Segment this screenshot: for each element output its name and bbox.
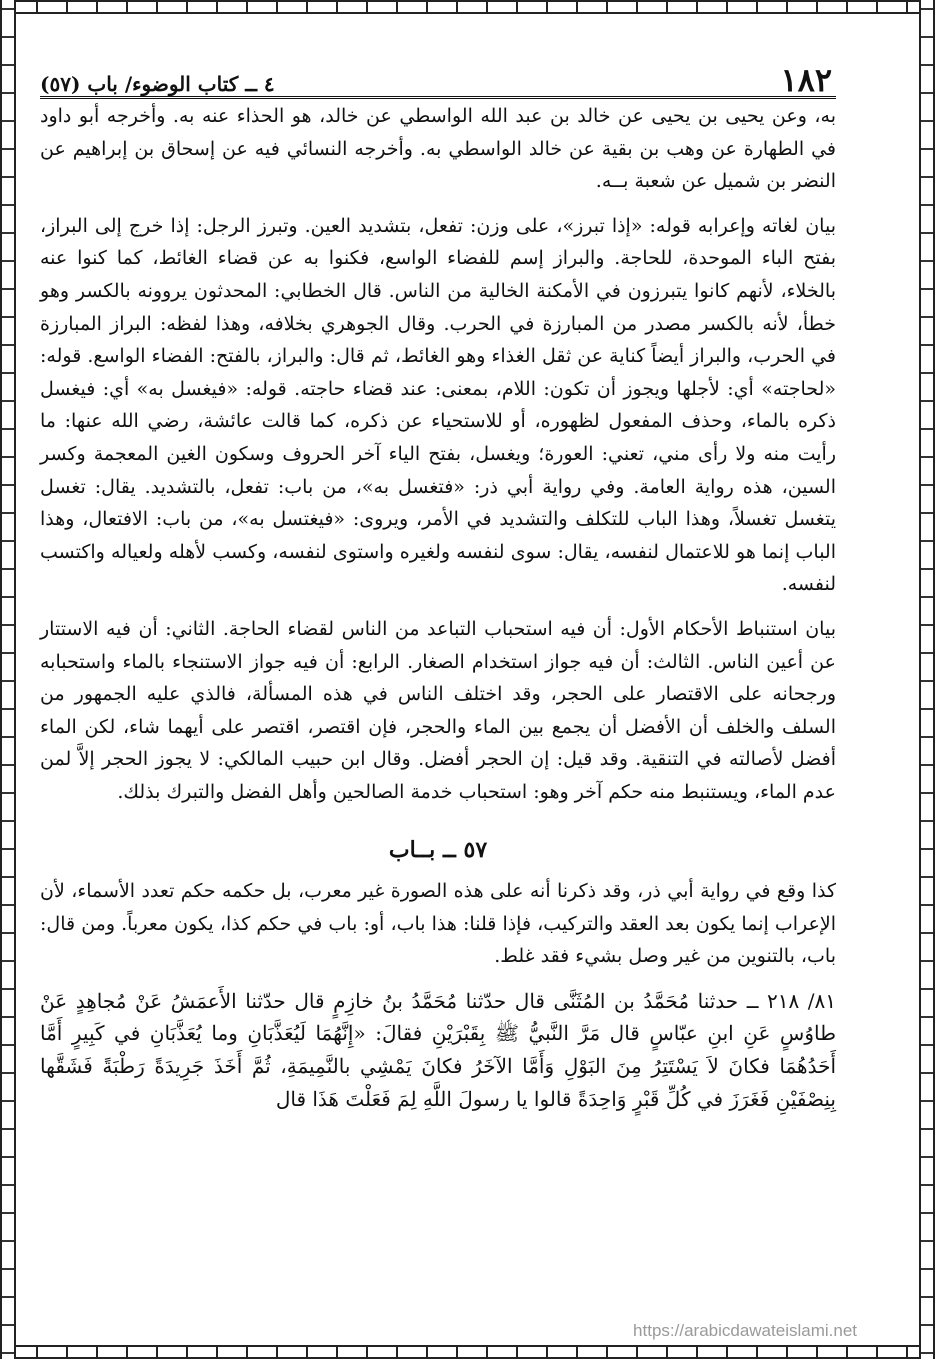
page-border-right [919,0,935,1359]
paragraph-rulings: بيان استنباط الأحكام الأول: أن فيه استحباب التباعد من الناس لقضاء الحاجة. الثاني: أن فيه الاستتار عن أعين الناس. الثالث: أن فيه جواز استخدام الصغار. الرابع: أن فيه جواز الاستنجاء بالماء واستحبابه ورجحانه على الاقتصار على الحجر، وقد اختلف الناس في هذه المسألة، فالذي عليه الجمهور من السلف والخلف أن الأفضل أن يجمع بين الماء والحجر، فإن اقتصر، اقتصر على أيهما شاء، لكن الماء أفضل لأصالته في التنقية. وقد قيل: إن الحجر أفضل. وقال ابن حبيب المالكي: لا يجوز الحجر إلاَّ لمن عدم الماء، ويستنبط منه حكم آخر وهو: استحباب خدمة الصالحين وأهل الفضل والتبرك بذلك. [40,617,836,803]
paragraph-intro: به، وعن يحيى بن يحيى عن خالد بن عبد الله الواسطي عن خالد، هو الحذاء عنه به. وأخرجه أبو داود في الطهارة عن وهب بن بقية عن خالد الواسطي به. وأخرجه النسائي فيه عن إسحاق بن إبراهيم عن النضر بن شميل عن شعبة بــه. [40,105,836,193]
paragraph-gap [40,198,836,210]
chapter-heading: ٥٧ ــ بــاب [388,837,488,864]
page-border-left [0,0,16,1359]
page-body [40,100,836,1115]
watermark-url: https://arabicdawateislami.net [633,1321,857,1340]
paragraph-language: بيان لغاته وإعرابه قوله: «إذا تبرز»، على وزن: تفعل، بتشديد العين. وتبرز الرجل: إذا خرج إلى البراز، بفتح الباء الموحدة، للحاجة. والبراز إسم للفضاء الواسع، فكنوا به عن قضاء الغائط، كما كنوا عنه بالخلاء، لأنهم كانوا يتبرزون في الأمكنة الخالية من الناس. قال الخطابي: المحدثون يروونه بالكسر وهو خطأ، لأنه بالكسر مصدر من المبارزة في الحرب. وقال الجوهري بخلافه، وهذا لفظه: البراز المبارزة في الحرب، والبراز أيضاً كناية عن ثقل الغذاء وهو الغائط، ثم قال: والبراز، بالفتح: الفضاء الواسع. قوله: «لحاجته» أي: لأجلها ويجوز أن تكون: اللام، بمعنى: عند قضاء حاجته. قوله: «فيغسل به» أي: فيغسل ذكره بالماء، وحذف المفعول لظهوره، أو للاستحياء عن ذكره، كما قالت عائشة، رضي الله عنها: ما رأيت منه ولا رأى مني، تعني: العورة؛ ويغسل، بفتح الياء آخر الحروف وسكون الغين المعجمة وكسر السين، هذه رواية العامة. وفي رواية أبي ذر: «فتغسل به»، من باب: تفعل، بالتشديد. يقال: تغسل يتغسل تغسلاً، وهذا الباب للتكلف والتشديد في الأمر، ويروى: «فيغتسل به»، من باب: الافتعال، وهذا الباب إنما هو للاعتمال لنفسه، يقال: سوى لنفسه ولغيره واستوى لنفسه، وكسب لأهله ولعياله واكتسب لنفسه. [40,214,836,596]
chapter-text: كذا وقع في رواية أبي ذر، وقد ذكرنا أنه على هذه الصورة غير معرب، بل حكمه حكم تعدد الأسماء، لأن الإعراب إنما يكون بعد العقد والتركيب، فإذا قلنا: هذا باب، أو: باب في حكم كذا، يكون معرباً. ومن قال: باب، بالتنوين من غير وصل بشيء فقد غلط. [40,880,836,968]
paragraph-gap [40,973,836,985]
page-number: ١٨٢ [780,61,832,99]
page-border-bottom [0,1345,935,1359]
running-title: ٤ ــ كتاب الوضوء/ باب (٥٧) [40,72,275,96]
page-header [40,52,836,99]
page-border-top [0,0,935,14]
hadith-text: ٨١/ ٢١٨ ــ حدثنا مُحَمَّدُ بن المُثَنَّى قال حدّثنا مُحَمَّدُ بنُ خازِمٍ قال حدّثنا الأَعمَشُ عَنْ مُجاهِدٍ عَنْ طاوُسٍ عَنِ ابنِ عبّاسٍ قال مَرَّ النَّبيُّ ﷺ بِقَبْرَيْنِ فقالَ: «إِنَّهُمَا لَيُعَذَّبَانِ وما يُعَذَّبَانِ في كَبِيرٍ أَمَّا أَحَدُهُمَا فكانَ لاَ يَسْتَتِرُ مِنَ البَوْلِ وَأَمَّا الآخَرُ فكانَ يَمْشِي بالنَّمِيمَةِ، ثُمَّ أَخَذَ جَرِيدَةً رَطْبَةً فَشَقَّها بِنِصْفَيْنِ فَغَرَزَ في كُلِّ قَبْرٍ وَاحِدَةً قالوا يا رسولَ اللَّهِ لِمَ فَعَلْتَ هَذَا قال [40,988,836,1111]
paragraph-gap [40,601,836,613]
